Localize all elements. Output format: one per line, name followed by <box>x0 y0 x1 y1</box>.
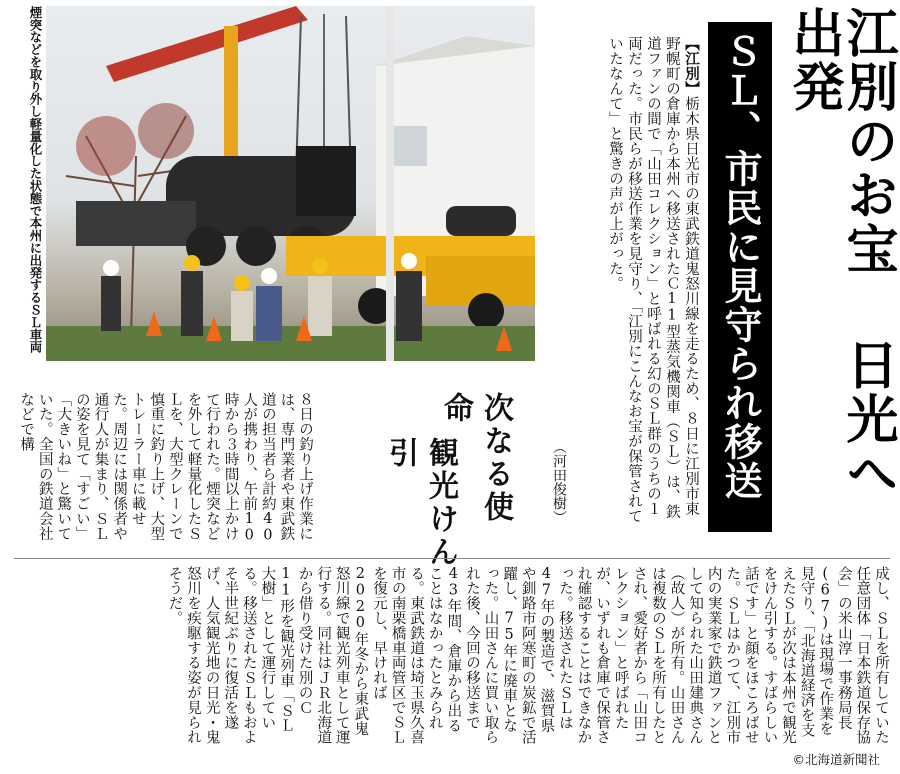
body-column-bottom: 成し、ＳＬを所有していた任意団体「日本鉄道保存協会」の米山淳一事務局長(67)は現場で作業を見守り、「北海道経済を支えたＳＬが次は本州で観光をけん引する。すばらしい話です」と顔をほころばせた。ＳＬはかつて、江別市内の実業家で鉄道ファンとして知られた山田建典さん（故人）が所有。山田さんは複数のＳＬを所有したとされ、愛好者から「山田コレクション」と呼ばれたが、いずれも倉庫で保管され確認することはできなかった。移送されたＳＬは47年の製造で、滋賀県や釧路市阿寒町の炭鉱で活躍し、75年に廃車となった。山田さんに買い取られた後、今回の移送まで43年間、倉庫から出ることはなかったとみられる。東武鉄道は埼玉県久喜市の南栗橋車両管区でＳＬを復元し、早ければ2020年冬から東武鬼怒川線で観光列車として運行する。同社はＪＲ北海道から借り受けた別のＣ11形を観光列車「ＳＬ大樹」として運行している。移送されたＳＬもおよそ半世紀ぶりに復活を遂げ、人気観光地の日光・鬼怒川を疾駆する姿が見られそうだ。 <box>166 566 889 745</box>
lead-paragraph <box>548 36 700 526</box>
byline: （河田俊樹） <box>551 440 567 524</box>
photo-caption: 煙突などを取り外し軽量化した状態で本州に出発するＳＬ車両 <box>28 6 43 354</box>
main-headline: 江別のお宝 日光へ出発 <box>783 6 897 500</box>
sub-headline: ＳＬ、市民に見守られ移送 <box>708 22 772 532</box>
lead-text: 栃木県日光市の東武鉄道鬼怒川線を走るため、８日に江別市東野幌町の倉庫から本州へ移送されたＣ11型蒸気機関車（ＳＬ）は、鉄道ファンの間で「山田コレクション」と呼ばれる幻のＳＬ群のうちの１両だった。市民らが移送作業を見守り、「江別にこんなお宝が保管されていたなんて」と驚きの声が上がった。 <box>607 36 699 524</box>
column-divider <box>14 558 890 559</box>
subhead-tourism: 観光けん引 <box>383 437 458 569</box>
news-photo <box>46 6 535 361</box>
location-tag: 【江別】 <box>683 36 699 96</box>
subhead-next-mission: 次なる使命 <box>438 392 513 524</box>
body-column-top: ８日の釣り上げ作業には、専門業者や東武鉄道の担当者ら計約40人が携わり、午前10時から３時間以上かけて行われた。煙突などを外して軽量化したＳＬを、大型クレーンで慎重に釣り上げ、大型トレーラー車に載せた。周辺には関係者や通行人が集まり、ＳＬの姿を見て「すごい」「大きいね」と驚いていた。全国の鉄道会社などで構 <box>18 392 313 544</box>
photo-illustration <box>46 6 535 361</box>
copyright-credit: ©北海道新聞社 <box>792 752 880 767</box>
